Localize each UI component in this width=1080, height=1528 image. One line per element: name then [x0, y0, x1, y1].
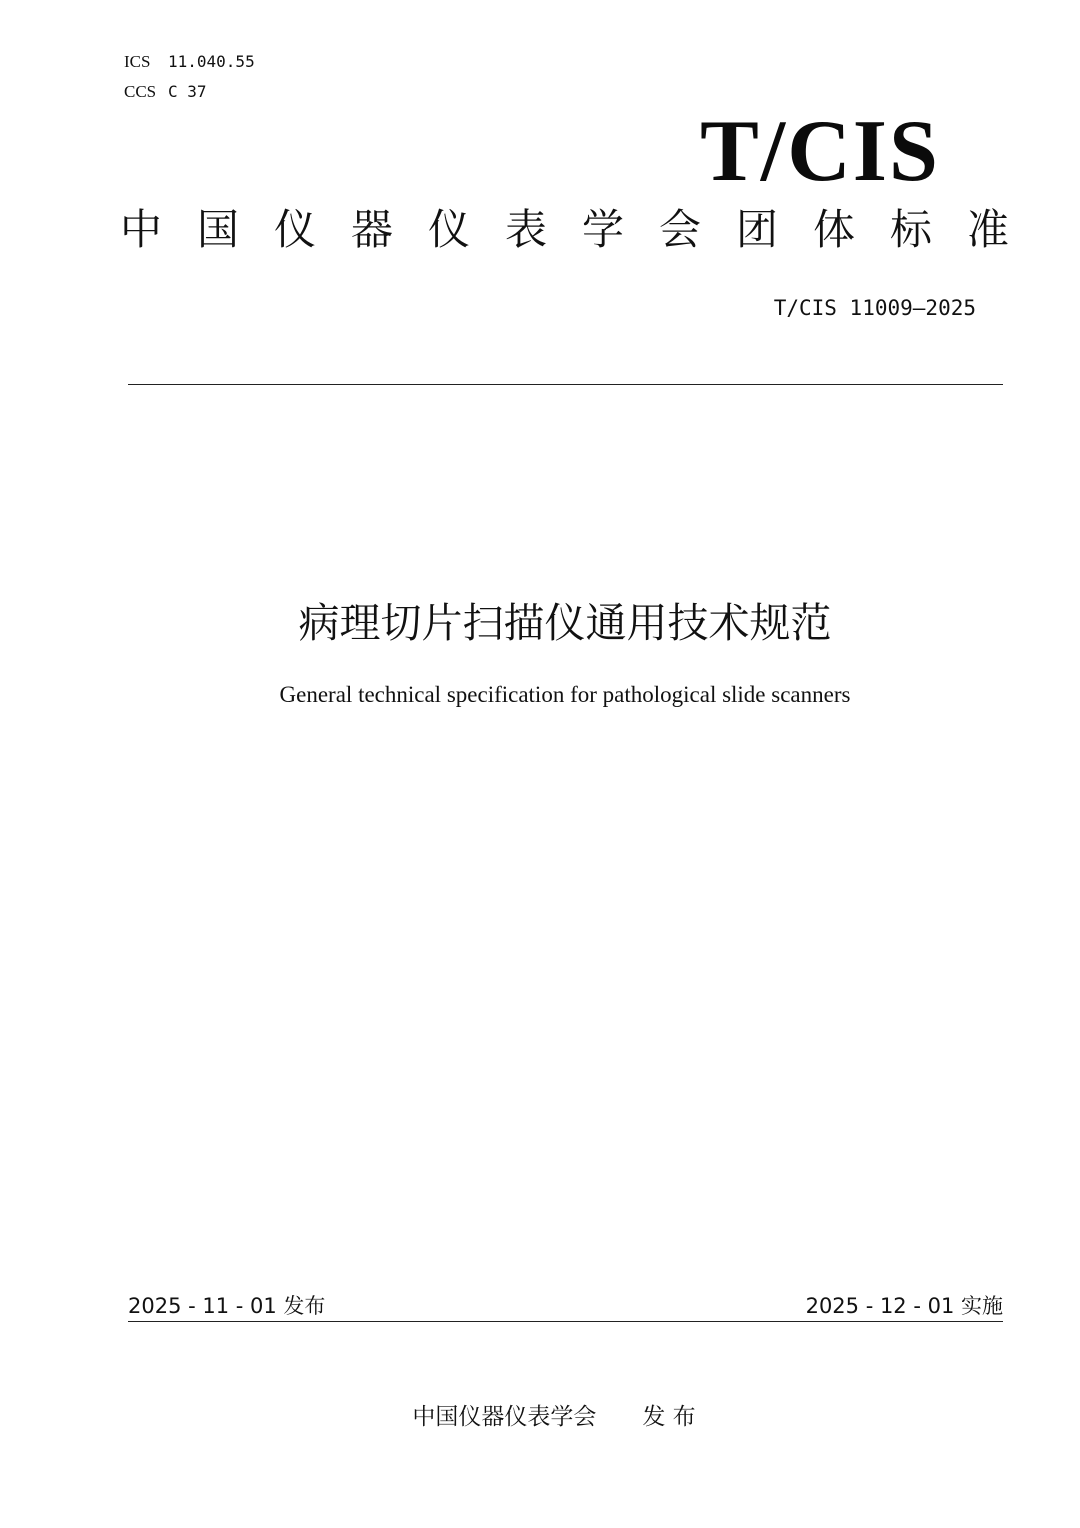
ccs-label: CCS: [124, 82, 157, 101]
bottom-divider: [128, 1321, 1003, 1322]
publisher: 中国仪器仪表学会 发 布: [412, 1404, 696, 1430]
standard-category: 中国仪器仪表学会团体标准: [120, 205, 1045, 254]
ics-label: ICS: [124, 52, 151, 71]
ccs-classification: [124, 82, 207, 102]
standard-number: T/CIS 11009—2025: [773, 296, 976, 320]
title-chinese: 病理切片扫描仪通用技术规范: [298, 599, 832, 647]
tcis-logo: T/CIS: [700, 103, 940, 200]
title-english: General technical specification for pathological slide scanners: [279, 682, 851, 707]
ccs-value: C 37: [168, 82, 207, 101]
ics-value: 11.040.55: [168, 52, 255, 71]
issue-date: 2025 - 11 - 01 发布: [128, 1294, 326, 1318]
top-divider: [128, 384, 1003, 385]
implementation-date: 2025 - 12 - 01 实施: [805, 1294, 1003, 1318]
ics-classification: [124, 52, 255, 72]
